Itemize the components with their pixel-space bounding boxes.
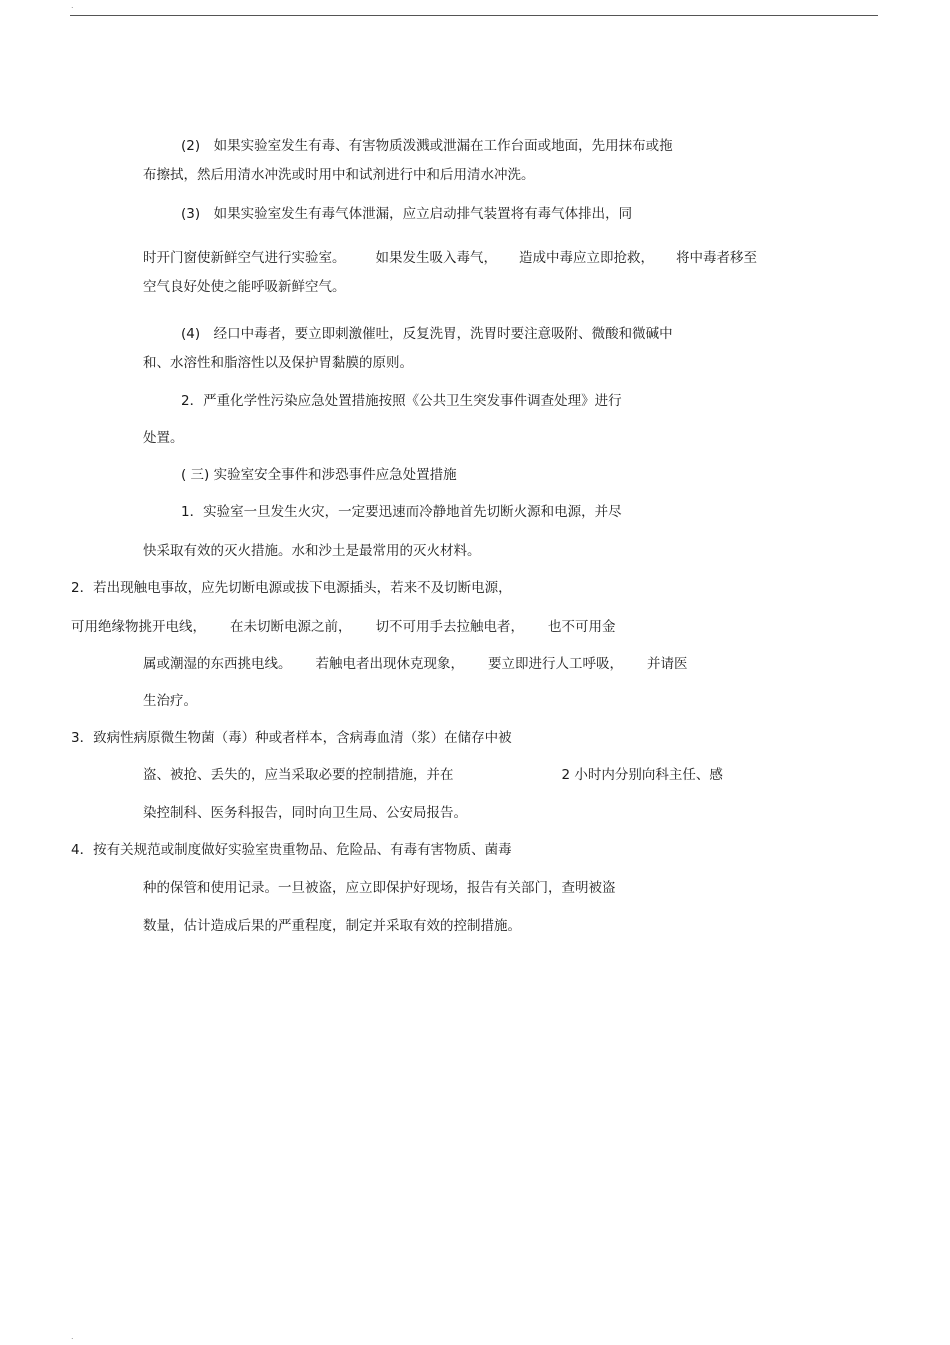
paragraph-line xyxy=(143,250,757,266)
paragraph-line: 空气良好处使之能呼吸新鲜空气。 xyxy=(143,279,346,295)
paragraph-line: 数量，估计造成后果的严重程度，制定并采取有效的控制措施。 xyxy=(143,918,521,934)
paragraph-line: 4．按有关规范或制度做好实验室贵重物品、危险品、有毒有害物质、菌毒 xyxy=(71,842,512,858)
text-segment: 如果发生吸入毒气， xyxy=(375,250,497,266)
paragraph-line: 快采取有效的灭火措施。水和沙土是最常用的灭火材料。 xyxy=(143,543,481,559)
text-segment: 造成中毒应立即抢救， xyxy=(519,250,654,266)
text-segment: 若触电者出现休克现象， xyxy=(315,656,464,672)
paragraph-line xyxy=(71,619,616,635)
paragraph-line xyxy=(143,656,688,672)
text-segment: 属或潮湿的东西挑电线。 xyxy=(143,656,292,672)
paragraph-line: 生治疗。 xyxy=(143,693,197,709)
paragraph-line xyxy=(143,767,723,783)
text-segment: 要立即进行人工呼吸， xyxy=(488,656,623,672)
paragraph-line: 种的保管和使用记录。一旦被盗，应立即保护好现场，报告有关部门，查明被盗 xyxy=(143,880,616,896)
text-segment: 可用绝缘物挑开电线， xyxy=(71,619,206,635)
paragraph-line: (4) 经口中毒者，要立即刺激催吐，反复洗胃，洗胃时要注意吸附、微酸和微碱中 xyxy=(181,326,673,342)
paragraph-line: 和、水溶性和脂溶性以及保护胃黏膜的原则。 xyxy=(143,355,413,371)
paragraph-line: (3) 如果实验室发生有毒气体泄漏，应立启动排气装置将有毒气体排出，同 xyxy=(181,206,633,222)
paragraph-line: 2．若出现触电事故，应先切断电源或拔下电源插头，若来不及切断电源， xyxy=(71,580,512,596)
paragraph-line: (2) 如果实验室发生有毒、有害物质泼溅或泄漏在工作台面或地面，先用抹布或拖 xyxy=(181,138,673,154)
text-segment: 并请医 xyxy=(647,656,688,672)
header-rule xyxy=(70,15,878,16)
text-segment: 盗、被抢、丢失的，应当采取必要的控制措施，并在 xyxy=(143,767,454,783)
text-segment: 将中毒者移至 xyxy=(676,250,757,266)
paragraph-line: 染控制科、医务科报告，同时向卫生局、公安局报告。 xyxy=(143,805,467,821)
paragraph-line: 1．实验室一旦发生火灾，一定要迅速而冷静地首先切断火源和电源，并尽 xyxy=(181,504,622,520)
paragraph-line: 布擦拭，然后用清水冲洗或时用中和试剂进行中和后用清水冲洗。 xyxy=(143,167,535,183)
text-segment: 2 小时内分别向科主任、感 xyxy=(561,767,723,783)
paragraph-line: 2．严重化学性污染应急处置措施按照《公共卫生突发事件调查处理》进行 xyxy=(181,393,622,409)
footer-mark: . xyxy=(71,1332,74,1341)
section-heading: ( 三) 实验室安全事件和涉恐事件应急处置措施 xyxy=(181,467,457,483)
text-segment: 在未切断电源之前， xyxy=(230,619,352,635)
text-segment: 切不可用手去拉触电者， xyxy=(375,619,524,635)
text-segment: 也不可用金 xyxy=(548,619,616,635)
header-mark: . xyxy=(71,1,74,10)
text-segment: 时开门窗使新鲜空气进行实验室。 xyxy=(143,250,346,266)
paragraph-line: 处置。 xyxy=(143,430,184,446)
paragraph-line: 3．致病性病原微生物菌（毒）种或者样本，含病毒血清（浆）在储存中被 xyxy=(71,730,512,746)
